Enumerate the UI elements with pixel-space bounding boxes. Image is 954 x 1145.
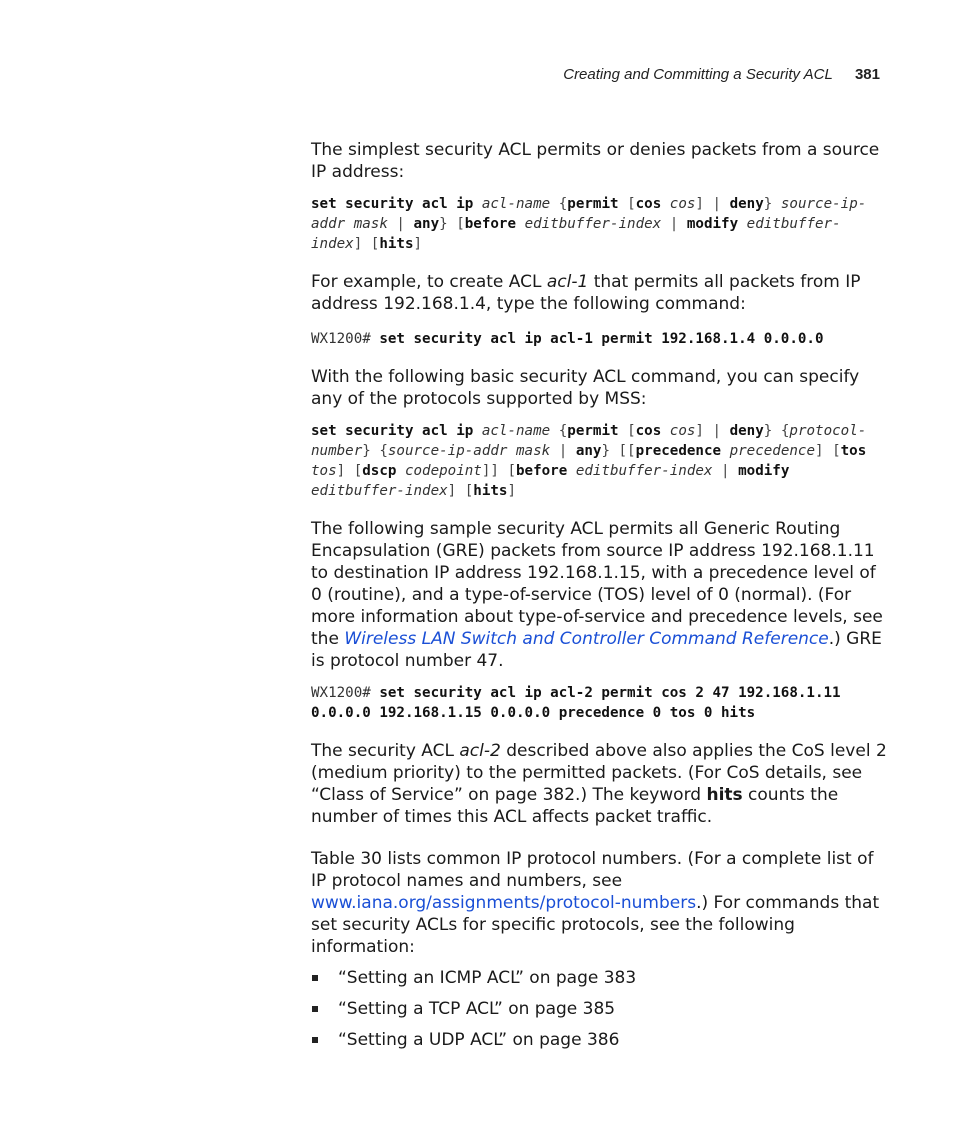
- syntax-protocol-acl: [311, 421, 889, 501]
- syntax-token: before: [464, 216, 517, 232]
- paragraph-protocol-numbers: [311, 848, 889, 958]
- syntax-token: [: [627, 196, 636, 212]
- syntax-token: }: [763, 423, 773, 439]
- paragraph-gre-example: [311, 518, 889, 672]
- list-item: “Setting an ICMP ACL” on page 383: [311, 967, 889, 989]
- syntax-token: editbuffer-index: [311, 483, 448, 499]
- syntax-token: hits: [473, 483, 508, 499]
- syntax-token: cos: [669, 196, 696, 212]
- acl-name-italic: acl-1: [546, 272, 589, 292]
- syntax-token: |: [721, 463, 730, 479]
- cli-command: set security acl ip acl-1 permit 192.168.1.4 0.0.0.0: [379, 331, 824, 347]
- text: described above also applies the CoS level 2 (medium priority) to the permitted packets. (For CoS details, see “Class of Service” on page 382.) The keyword: [311, 741, 887, 805]
- main-content: [311, 139, 889, 1060]
- syntax-token: editbuffer-index: [524, 216, 662, 232]
- running-header: [563, 66, 880, 83]
- paragraph-protocols: With the following basic security ACL command, you can specify any of the protocols supported by MSS:: [311, 367, 860, 409]
- syntax-token: any: [413, 216, 440, 232]
- syntax-token: permit: [567, 423, 619, 439]
- syntax-token: editbuffer-index: [575, 463, 713, 479]
- text: .) GRE is protocol number 47.: [311, 629, 882, 671]
- syntax-token: ] |: [695, 196, 722, 212]
- page-number: 381: [854, 66, 880, 83]
- cli-prompt: WX1200#: [311, 331, 371, 347]
- syntax-token: modify: [686, 216, 739, 232]
- header-title: Creating and Committing a Security ACL: [563, 66, 833, 83]
- list-item: “Setting a TCP ACL” on page 385: [311, 998, 889, 1020]
- list-item: “Setting a UDP ACL” on page 386: [311, 1029, 889, 1051]
- syntax-token: ] [: [447, 483, 474, 499]
- paragraph-cos: [311, 740, 889, 828]
- syntax-token: {: [558, 423, 568, 439]
- text: Table 30 lists common IP protocol numbers. (For a complete list of IP protocol names and numbers, see: [311, 849, 874, 891]
- syntax-token: cos: [635, 196, 662, 212]
- syntax-token: deny: [729, 196, 764, 212]
- paragraph-simplest-acl: The simplest security ACL permits or denies packets from a source IP address:: [311, 140, 880, 182]
- syntax-token: } {: [362, 443, 388, 459]
- text: For example, to create ACL: [311, 272, 547, 292]
- syntax-token: dscp: [362, 463, 397, 479]
- syntax-token: any: [575, 443, 602, 459]
- syntax-token: source-ip-addr mask: [387, 443, 551, 459]
- cli-prompt: WX1200#: [311, 685, 371, 701]
- iana-link[interactable]: www.iana.org/assignments/protocol-numbers: [311, 893, 697, 913]
- acl-name-italic: acl-2: [459, 741, 501, 761]
- paragraph-example-acl-1: [311, 271, 889, 315]
- syntax-token: ] [: [815, 443, 841, 459]
- syntax-token: acl-name: [481, 196, 551, 212]
- syntax-token: set security acl ip: [311, 196, 474, 212]
- syntax-token: }: [763, 196, 773, 212]
- keyword-bold: hits: [706, 785, 743, 805]
- syntax-token: [: [627, 423, 636, 439]
- command-example-1: [311, 329, 889, 349]
- syntax-token: ] [: [353, 236, 380, 252]
- syntax-token: {: [780, 423, 790, 439]
- syntax-token: protocol-number: [311, 423, 867, 459]
- syntax-token: modify: [738, 463, 790, 479]
- syntax-token: set security acl ip: [311, 423, 474, 439]
- syntax-token: precedence: [635, 443, 722, 459]
- syntax-token: tos: [311, 463, 337, 479]
- syntax-token: precedence: [729, 443, 815, 459]
- syntax-token: |: [669, 216, 679, 232]
- text: counts the number of times this ACL affects packet traffic.: [311, 785, 839, 827]
- syntax-token: ] [: [336, 463, 363, 479]
- syntax-basic-acl: [311, 194, 889, 254]
- syntax-token: tos: [840, 443, 867, 459]
- syntax-token: source-ip-addr mask: [311, 196, 867, 232]
- text: .) For commands that set security ACLs for specific protocols, see the following information:: [311, 893, 880, 957]
- syntax-token: hits: [379, 236, 414, 252]
- text: The following sample security ACL permits all Generic Routing Encapsulation (GRE) packets from source IP address 192.168.1.11 to destination IP address 192.168.1.15, with a precedence level of 0 (routine), and a type-of-service (TOS) level of 0 (normal). (For more information about type-of-service and precedence levels, see the: [311, 519, 883, 649]
- syntax-token: cos: [669, 423, 696, 439]
- syntax-token: editbuffer-index: [311, 216, 841, 252]
- syntax-token: ]: [413, 236, 423, 252]
- syntax-token: codepoint: [404, 463, 482, 479]
- syntax-token: deny: [729, 423, 764, 439]
- syntax-token: |: [558, 443, 568, 459]
- text: The security ACL: [311, 741, 460, 761]
- syntax-token: ]] [: [481, 463, 517, 479]
- syntax-token: ] |: [695, 423, 722, 439]
- cli-command: set security acl ip acl-2 permit cos 2 47 192.168.1.11 0.0.0.0 192.168.1.15 0.0.0.0 precedence 0 tos 0 hits: [311, 685, 841, 721]
- syntax-token: } [[: [601, 443, 636, 459]
- command-reference-link[interactable]: Wireless LAN Switch and Controller Command Reference: [344, 629, 829, 649]
- syntax-token: |: [396, 216, 405, 232]
- command-example-2: [311, 683, 889, 723]
- syntax-token: ]: [507, 483, 517, 499]
- syntax-token: {: [558, 196, 568, 212]
- cross-reference-list: [311, 967, 889, 1051]
- syntax-token: cos: [635, 423, 662, 439]
- syntax-token: acl-name: [481, 423, 551, 439]
- syntax-token: permit: [567, 196, 619, 212]
- text: that permits all packets from IP address 192.168.1.4, type the following command:: [311, 272, 861, 314]
- syntax-token: before: [516, 463, 568, 479]
- syntax-token: } [: [439, 216, 465, 232]
